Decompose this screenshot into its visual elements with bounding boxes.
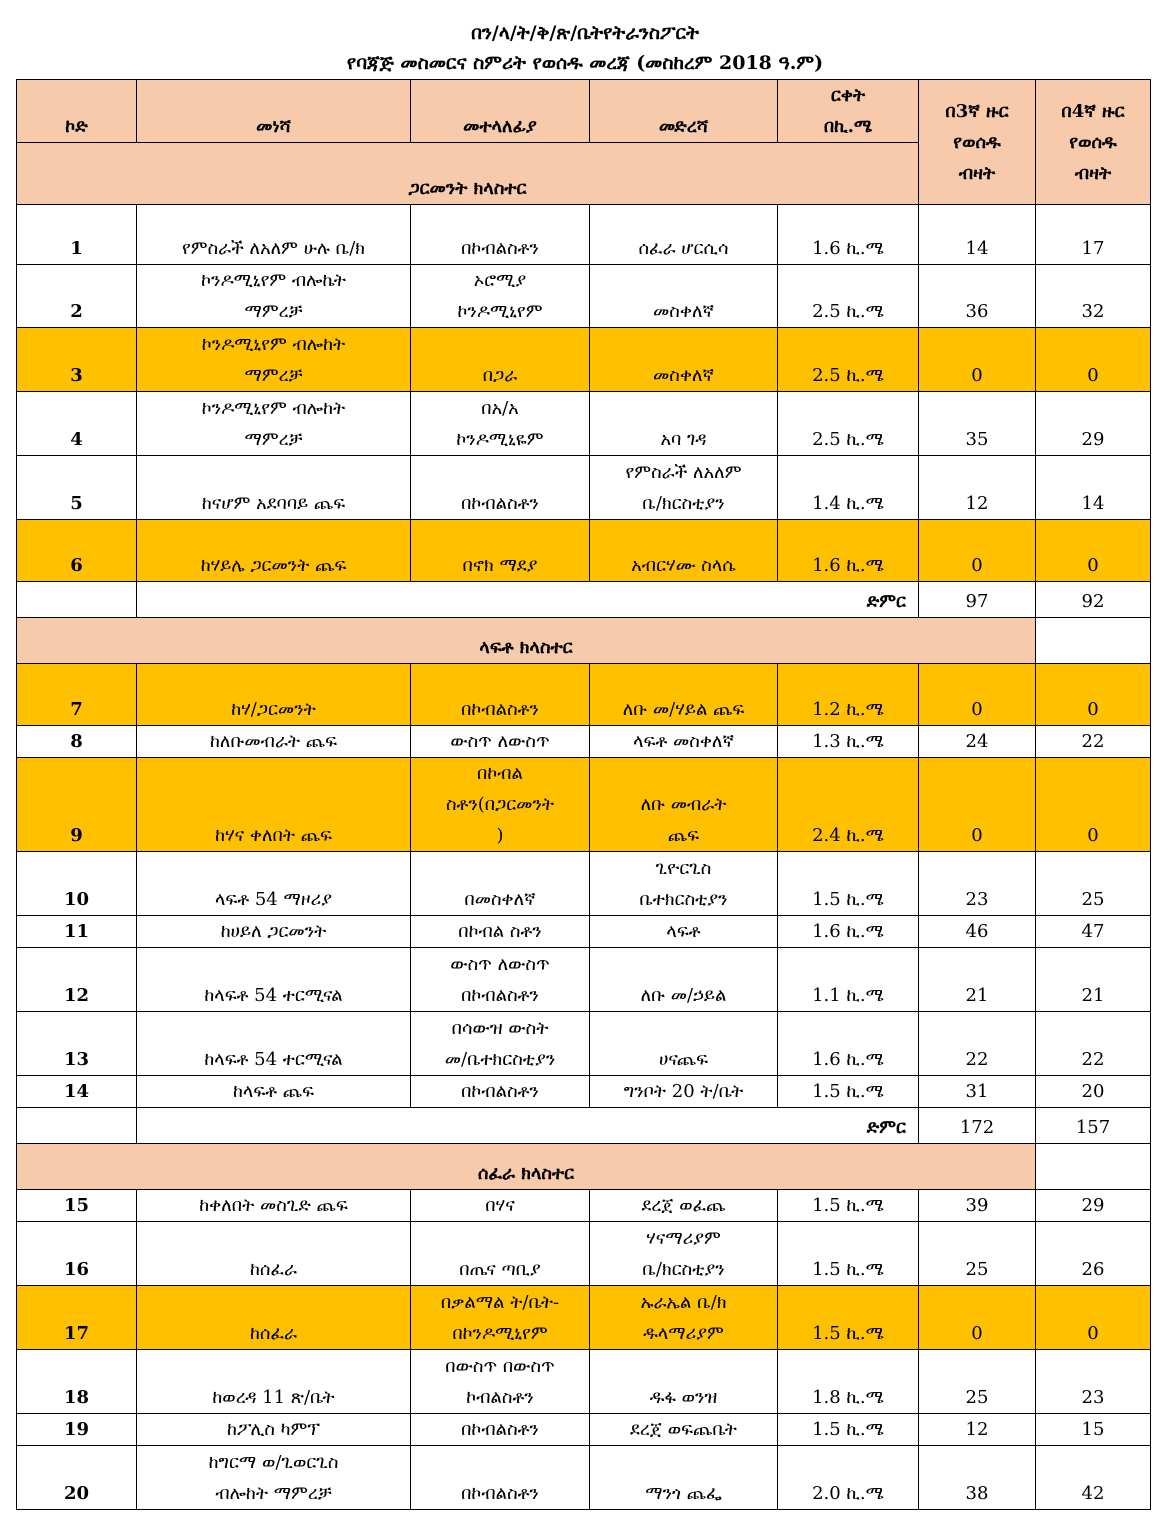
via-cell [411, 726, 590, 758]
cell-text: ቤ/ክርስቲያን [642, 493, 725, 514]
table-row [17, 758, 1151, 852]
origin-cell [137, 948, 411, 1012]
distance-cell: 2.5 ኪ.ሜ [778, 328, 919, 392]
origin-cell [137, 1222, 411, 1286]
destination-cell [590, 852, 778, 916]
round4-count: 22 [1036, 726, 1151, 758]
cell-text: በኮብልስቶን [461, 493, 539, 514]
distance-cell: 1.5 ኪ.ሜ [778, 1286, 919, 1350]
cell-text: ሃናማሪያም [646, 1228, 721, 1249]
cell-text: ለቡ መ/ኃይል [640, 985, 727, 1006]
cell-text: ማምረቻ [244, 429, 303, 450]
cell-text: በኮብልስቶን [461, 1483, 539, 1504]
via-cell [411, 664, 590, 726]
empty-cell [1036, 1144, 1151, 1190]
via-cell [411, 520, 590, 582]
cell-text: በኮብልስቶን [461, 1081, 539, 1102]
cell-text: ጨፍ [667, 825, 700, 846]
round4-count: 20 [1036, 1076, 1151, 1108]
distance-cell: 1.5 ኪ.ሜ [778, 852, 919, 916]
cell-text: ኮንዶሚኒየም ብሎከት [201, 398, 346, 419]
empty-cell [1036, 618, 1151, 664]
table-row [17, 726, 1151, 758]
total-round4: 157 [1036, 1108, 1151, 1144]
origin-cell [137, 1012, 411, 1076]
cell-text: በሳውዝ ውስት [451, 1018, 549, 1039]
destination-cell [590, 1446, 778, 1510]
cell-text: ኦሮሚያ [473, 270, 527, 291]
row-code: 16 [17, 1222, 137, 1286]
round4-count: 42 [1036, 1446, 1151, 1510]
cell-text: ሀናጨፍ [659, 1049, 708, 1070]
round4-count: 15 [1036, 1414, 1151, 1446]
round3-count: 31 [919, 1076, 1036, 1108]
cell-text: አብርሃሙ ስላሴ [631, 555, 736, 576]
destination-cell [590, 726, 778, 758]
cell-text: ሰፈራ ሆርሲሳ [638, 238, 729, 259]
row-code: 7 [17, 664, 137, 726]
empty-cell [17, 582, 137, 618]
distance-cell: 1.1 ኪ.ሜ [778, 948, 919, 1012]
via-cell [411, 758, 590, 852]
cell-text: ስቶን(በጋርመንት [445, 794, 555, 815]
table-row [17, 1076, 1151, 1108]
round3-count: 0 [919, 520, 1036, 582]
distance-cell: 1.5 ኪ.ሜ [778, 1414, 919, 1446]
distance-cell: 2.5 ኪ.ሜ [778, 265, 919, 328]
table-row [17, 265, 1151, 328]
cell-text: አባ ገዳ [660, 429, 707, 450]
cell-text: ዱፋ ወንዝ [649, 1387, 718, 1408]
col-header-round3: በ3ኛ ዙር የወሰዱ ብዛት [919, 80, 1036, 205]
round3-count: 0 [919, 664, 1036, 726]
cell-text: ከሀይለ ጋርመንት [220, 921, 327, 942]
distance-cell: 1.5 ኪ.ሜ [778, 1076, 919, 1108]
row-code: 14 [17, 1076, 137, 1108]
cell-text: በኖክ ማደያ [462, 555, 538, 576]
document-subtitle: የባጃጅ መስመርና ስምሪት የወሰዱ መረጃ (መስከረም 2018 ዓ.ም) [346, 52, 824, 74]
via-cell [411, 1414, 590, 1446]
row-code: 12 [17, 948, 137, 1012]
destination-cell [590, 520, 778, 582]
origin-cell [137, 205, 411, 265]
origin-cell [137, 1350, 411, 1414]
destination-cell [590, 1414, 778, 1446]
row-code: 10 [17, 852, 137, 916]
cell-text: የምስራች ለአለም [625, 462, 742, 483]
total-label: ድምር [137, 1108, 919, 1144]
via-cell [411, 1222, 590, 1286]
cluster-header-row [17, 1144, 1151, 1190]
via-cell [411, 1286, 590, 1350]
round3-count: 12 [919, 456, 1036, 520]
round3-count: 12 [919, 1414, 1036, 1446]
round3-count: 36 [919, 265, 1036, 328]
row-code: 13 [17, 1012, 137, 1076]
via-cell [411, 852, 590, 916]
total-row [17, 582, 1151, 618]
document-title: በን/ላ/ት/ቅ/ጽ/ቤትየትራንስፖርት [471, 22, 699, 44]
cell-text: ላፍቶ መስቀለኛ [633, 731, 734, 752]
origin-cell [137, 1076, 411, 1108]
round4-count: 23 [1036, 1350, 1151, 1414]
col-header-origin: መነሻ [137, 80, 411, 143]
cell-text: በኮብል [477, 763, 523, 784]
cell-text: በኮብልስቶን [461, 699, 539, 720]
origin-cell [137, 456, 411, 520]
cell-text: ኮንዶሚኒየም ብሎከት [201, 334, 346, 355]
total-round3: 172 [919, 1108, 1036, 1144]
cell-text: ከፖሊስ ካምፕ [226, 1419, 320, 1440]
cell-text: ) [496, 825, 504, 846]
cell-text: ቤ/ክርስቲያን [642, 1259, 725, 1280]
cell-text: ማምረቻ [244, 365, 303, 386]
table-row [17, 1222, 1151, 1286]
cluster-header-row [17, 618, 1151, 664]
cluster-name: ሰፈራ ክላስተር [17, 1144, 1036, 1190]
destination-cell [590, 1012, 778, 1076]
cell-text: ላፍቶ [666, 921, 701, 942]
round4-count: 32 [1036, 265, 1151, 328]
destination-cell [590, 1222, 778, 1286]
cell-text: ግንቦት 20 ት/ቤት [623, 1081, 744, 1102]
row-code: 3 [17, 328, 137, 392]
cell-text: ብሎከት ማምረቻ [215, 1483, 332, 1504]
destination-cell [590, 948, 778, 1012]
distance-cell: 1.6 ኪ.ሜ [778, 916, 919, 948]
cell-text: ኮንዶሚኒዬም [456, 429, 544, 450]
via-cell [411, 265, 590, 328]
round3-count: 14 [919, 205, 1036, 265]
round4-count: 47 [1036, 916, 1151, 948]
cell-text: በመስቀለኛ [464, 889, 536, 910]
cell-text: ከሃ/ጋርመንት [231, 699, 316, 720]
distance-cell: 1.6 ኪ.ሜ [778, 205, 919, 265]
round4-count: 29 [1036, 1190, 1151, 1222]
origin-cell [137, 328, 411, 392]
cell-text: በኮብልስቶን [461, 1419, 539, 1440]
table-row [17, 852, 1151, 916]
cell-text: ማምረቻ [244, 301, 303, 322]
cell-text: መ/ቤተክርስቲያን [444, 1049, 556, 1070]
round3-count: 22 [919, 1012, 1036, 1076]
table-row [17, 456, 1151, 520]
distance-cell: 1.8 ኪ.ሜ [778, 1350, 919, 1414]
round3-count: 0 [919, 328, 1036, 392]
round4-count: 0 [1036, 758, 1151, 852]
cell-text: በኮብል ስቶን [458, 921, 542, 942]
distance-cell: 1.5 ኪ.ሜ [778, 1190, 919, 1222]
cell-text: በኮብልስቶን [461, 238, 539, 259]
round3-count: 23 [919, 852, 1036, 916]
cell-text: በጋራ [482, 365, 518, 386]
cell-text: ቤተክርስቲያን [639, 889, 728, 910]
cell-text: ደረጀ ወፍጨቤት [630, 1419, 737, 1440]
round4-count: 29 [1036, 392, 1151, 456]
table-row [17, 1286, 1151, 1350]
cell-text: ከሃይሌ ጋርመንት ጨፍ [200, 555, 347, 576]
cell-text: ከናሆም አደባባይ ጨፍ [201, 493, 346, 514]
table-row [17, 664, 1151, 726]
round3-count: 21 [919, 948, 1036, 1012]
via-cell [411, 1446, 590, 1510]
via-cell [411, 328, 590, 392]
round3-count: 46 [919, 916, 1036, 948]
header-row [17, 80, 1151, 143]
cell-text: ለቡ መ/ሃይል ጨፍ [622, 699, 745, 720]
total-round3: 97 [919, 582, 1036, 618]
total-label: ድምር [137, 582, 919, 618]
cell-text: ኮብልስቶን [466, 1387, 534, 1408]
round3-count: 0 [919, 758, 1036, 852]
round4-count: 25 [1036, 852, 1151, 916]
round4-count: 17 [1036, 205, 1151, 265]
table-row [17, 392, 1151, 456]
via-cell [411, 1350, 590, 1414]
table-row [17, 205, 1151, 265]
origin-cell [137, 916, 411, 948]
empty-cell [17, 1108, 137, 1144]
cell-text: ከላፍቶ ጨፍ [232, 1081, 314, 1102]
cell-text: ኮንዶሚኒየም [457, 301, 543, 322]
distance-cell: 1.2 ኪ.ሜ [778, 664, 919, 726]
table-row [17, 916, 1151, 948]
row-code: 15 [17, 1190, 137, 1222]
table-row [17, 1190, 1151, 1222]
cell-text: ከላፍቶ 54 ተርሚናል [204, 985, 343, 1006]
round4-count: 0 [1036, 1286, 1151, 1350]
cell-text: ጊዮርጊስ [655, 858, 712, 879]
table-row [17, 1446, 1151, 1510]
row-code: 5 [17, 456, 137, 520]
row-code: 20 [17, 1446, 137, 1510]
destination-cell [590, 265, 778, 328]
table-row [17, 1414, 1151, 1446]
cluster-name: ጋርመንት ክላስተር [17, 143, 919, 205]
cell-text: መስቀለኛ [653, 365, 714, 386]
row-code: 4 [17, 392, 137, 456]
via-cell [411, 456, 590, 520]
destination-cell [590, 1350, 778, 1414]
via-cell [411, 1076, 590, 1108]
cell-text: ለቡ መብራት [640, 794, 727, 815]
round3-count: 38 [919, 1446, 1036, 1510]
cell-text: ከወረዳ 11 ጽ/ቤት [212, 1387, 335, 1408]
origin-cell [137, 392, 411, 456]
origin-cell [137, 664, 411, 726]
origin-cell [137, 758, 411, 852]
total-round4: 92 [1036, 582, 1151, 618]
cell-text: መስቀለኛ [653, 301, 714, 322]
destination-cell [590, 328, 778, 392]
origin-cell [137, 265, 411, 328]
round3-count: 35 [919, 392, 1036, 456]
cell-text: ከሰፈራ [250, 1323, 297, 1344]
origin-cell [137, 1446, 411, 1510]
via-cell [411, 205, 590, 265]
destination-cell [590, 456, 778, 520]
origin-cell [137, 1414, 411, 1446]
destination-cell [590, 205, 778, 265]
distance-cell: 1.6 ኪ.ሜ [778, 520, 919, 582]
destination-cell [590, 916, 778, 948]
cell-text: ከግርማ ወ/ጊወርጊስ [208, 1452, 339, 1473]
row-code: 6 [17, 520, 137, 582]
distance-cell: 1.4 ኪ.ሜ [778, 456, 919, 520]
distance-cell: 1.5 ኪ.ሜ [778, 1222, 919, 1286]
cell-text: ውስጥ ለውስጥ [450, 731, 550, 752]
round4-count: 21 [1036, 948, 1151, 1012]
row-code: 9 [17, 758, 137, 852]
cell-text: ኡራኤል ቤ/ክ [640, 1292, 727, 1313]
cell-text: ላፍቶ 54 ማዞሪያ [214, 889, 333, 910]
cell-text: ከሰፈራ [250, 1259, 297, 1280]
via-cell [411, 392, 590, 456]
cell-text: በሃና [485, 1195, 515, 1216]
cell-text: ከላፍቶ 54 ተርሚናል [204, 1049, 343, 1070]
destination-cell [590, 758, 778, 852]
origin-cell [137, 1190, 411, 1222]
col-header-round4: በ4ኛ ዙር የወሰዱ ብዛት [1036, 80, 1151, 205]
cell-text: ውስጥ ለውስጥ [450, 954, 550, 975]
table-row [17, 520, 1151, 582]
via-cell [411, 1012, 590, 1076]
round3-count: 24 [919, 726, 1036, 758]
destination-cell [590, 664, 778, 726]
round4-count: 26 [1036, 1222, 1151, 1286]
cell-text: በኮብልስቶን [461, 985, 539, 1006]
round3-count: 0 [919, 1286, 1036, 1350]
cell-text: በውስጥ በውስጥ [445, 1356, 555, 1377]
route-table [16, 79, 1151, 1510]
origin-cell [137, 1286, 411, 1350]
col-header-dest: መድረሻ [590, 80, 778, 143]
total-row [17, 1108, 1151, 1144]
row-code: 19 [17, 1414, 137, 1446]
round4-count: 0 [1036, 664, 1151, 726]
origin-cell [137, 726, 411, 758]
destination-cell [590, 1076, 778, 1108]
table-row [17, 328, 1151, 392]
destination-cell [590, 392, 778, 456]
row-code: 11 [17, 916, 137, 948]
cell-text: ከለቡመብራት ጨፍ [210, 731, 337, 752]
origin-cell [137, 852, 411, 916]
distance-cell: 2.0 ኪ.ሜ [778, 1446, 919, 1510]
table-row [17, 1350, 1151, 1414]
row-code: 18 [17, 1350, 137, 1414]
cell-text: በቃልማል ት/ቤት- [440, 1292, 560, 1313]
cell-text: የምስራች ለአለም ሁሉ ቤ/ክ [181, 238, 366, 259]
round3-count: 39 [919, 1190, 1036, 1222]
cell-text: ከሃና ቀለበት ጨፍ [215, 825, 332, 846]
via-cell [411, 916, 590, 948]
round4-count: 22 [1036, 1012, 1151, 1076]
via-cell [411, 948, 590, 1012]
row-code: 1 [17, 205, 137, 265]
cluster-name: ላፍቶ ክላስተር [17, 618, 1036, 664]
table-row [17, 948, 1151, 1012]
destination-cell [590, 1286, 778, 1350]
destination-cell [590, 1190, 778, 1222]
cell-text: በጤና ጣቢያ [459, 1259, 541, 1280]
via-cell [411, 1190, 590, 1222]
round4-count: 14 [1036, 456, 1151, 520]
distance-cell: 2.5 ኪ.ሜ [778, 392, 919, 456]
col-header-via: መተላለፊያ [411, 80, 590, 143]
cell-text: ኮንዶሚኒየም ብሎኬት [201, 270, 346, 291]
distance-cell: 2.4 ኪ.ሜ [778, 758, 919, 852]
row-code: 8 [17, 726, 137, 758]
round3-count: 25 [919, 1222, 1036, 1286]
distance-cell: 1.3 ኪ.ሜ [778, 726, 919, 758]
distance-cell: 1.6 ኪ.ሜ [778, 1012, 919, 1076]
round3-count: 25 [919, 1350, 1036, 1414]
col-header-code: ኮድ [17, 80, 137, 143]
cell-text: ዱላማሪያም [643, 1323, 724, 1344]
cell-text: በአ/አ [481, 398, 519, 419]
cell-text: በኮንዶሚኒየም [452, 1323, 548, 1344]
round4-count: 0 [1036, 520, 1151, 582]
round4-count: 0 [1036, 328, 1151, 392]
origin-cell [137, 520, 411, 582]
cell-text: ማንጎ ጨፌ [645, 1483, 722, 1504]
cell-text: ደረጀ ወፈጨ [641, 1195, 726, 1216]
row-code: 17 [17, 1286, 137, 1350]
table-row [17, 1012, 1151, 1076]
col-header-distance: ርቀት በኪ.ሜ [778, 80, 919, 143]
cell-text: ከቀለበት መስጊድ ጨፍ [199, 1195, 348, 1216]
row-code: 2 [17, 265, 137, 328]
